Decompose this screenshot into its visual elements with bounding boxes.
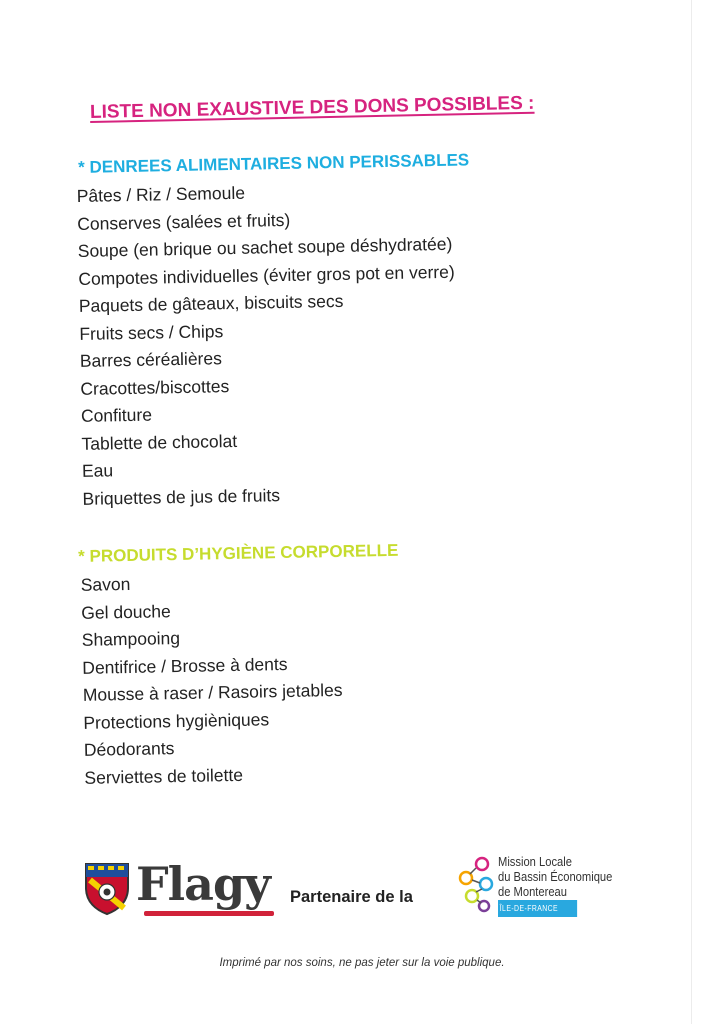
list-item: Déodorants — [83, 738, 175, 760]
list-item: Mousse à raser / Rasoirs jetables — [82, 679, 343, 705]
flagy-shield-icon — [84, 862, 130, 916]
scan-edge — [691, 0, 692, 1024]
hygiene-section — [74, 541, 403, 792]
list-item: Briquettes de jus de fruits — [82, 484, 281, 509]
mission-locale-line2: du Bassin Économique — [498, 869, 613, 884]
list-item: Tablette de chocolat — [81, 430, 238, 454]
food-section-heading: * DENREES ALIMENTAIRES NON PERISSABLES — [77, 150, 470, 177]
list-item: Protections hygièniques — [83, 708, 270, 733]
list-item: Eau — [81, 460, 114, 481]
list-item: Conserves (salées et fruits) — [77, 209, 291, 234]
list-item: Paquets de gâteaux, biscuits secs — [78, 290, 344, 316]
mission-locale-line3: de Montereau — [498, 884, 568, 899]
footer-note: Imprimé par nos soins, ne pas jeter sur la voie publique. — [219, 957, 505, 969]
hygiene-list — [74, 566, 402, 792]
list-item: Gel douche — [81, 600, 171, 623]
hygiene-section-heading: * PRODUITS D’HYGIÈNE CORPORELLE — [77, 540, 399, 566]
mission-locale-line1: Mission Locale — [498, 854, 572, 869]
list-item: Soupe (en brique ou sachet soupe déshydratée) — [77, 233, 453, 261]
partner-text: Partenaire de la — [290, 888, 413, 906]
mission-locale-logo-icon — [452, 854, 494, 914]
list-item: Cracottes/biscottes — [80, 375, 230, 399]
mission-locale-badge: ÎLE-DE-FRANCE — [498, 900, 577, 917]
list-item: Fruits secs / Chips — [79, 320, 224, 344]
footer-logos — [84, 852, 644, 922]
list-item: Pâtes / Riz / Semoule — [76, 182, 246, 206]
list-item: Serviettes de toilette — [84, 764, 244, 788]
list-item: Barres céréalières — [79, 348, 223, 371]
flagy-logo-text: Flagy — [136, 857, 270, 911]
page-title: LISTE NON EXAUSTIVE DES DONS POSSIBLES : — [89, 92, 535, 123]
list-item: Shampooing — [81, 627, 181, 650]
list-item: Compotes individuelles (éviter gros pot en verre) — [78, 261, 455, 289]
food-section — [74, 150, 476, 513]
flagy-logo-underline — [144, 911, 274, 916]
mission-locale-logo-text — [498, 854, 612, 917]
list-item: Dentifrice / Brosse à dents — [82, 653, 288, 678]
list-item: Confiture — [80, 404, 153, 426]
food-list — [74, 175, 475, 513]
list-item: Savon — [80, 573, 131, 595]
